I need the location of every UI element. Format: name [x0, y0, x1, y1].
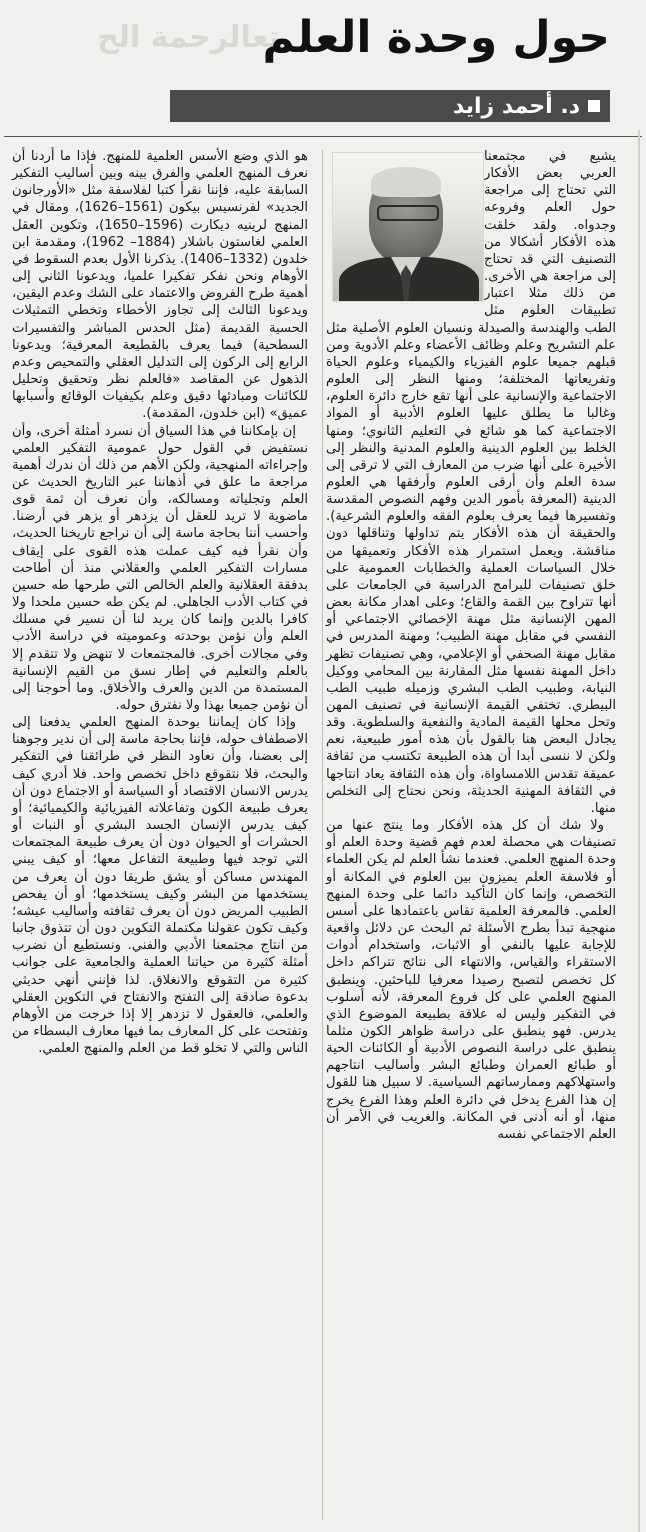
paragraph: ولا شك أن كل هذه الأفكار وما ينتج عنها من تصنيفات هي محصلة لعدم فهم قضية وحدة العلم أو وحدة المنهج العلمي. فعندما نشأ العلم لم يكن العلماء أو فلاسفة العلم يميزون بين العلوم في المكانة أو التخصص، وإنما كان التأكيد دائما على وحدة المنهج العلمي. فالمعرفة العلمية تقاس باعتمادها على أسس منهجية تبدأ بطرح الأسئلة ثم البحث عن دلائل واقعية للإجابة عليها بالنفي أو الاثبات، واستخدام أدوات الاستقراء والقياس، والانتهاء الى نتائج تتراكم داخل كل تخصص لتصبح رصيدا معرفيا للباحثين. وينطبق المنهج العلمي على كل فروع المعرفة، لأنه أسلوب في التفكير وليس له علاقة بطبيعة الموضوع الذي يدرس. فهو ينطبق على دراسة ظواهر الكون مثلما ينطبق على دراسة النصوص الأدبية أو الكائنات الحية أو طبائع العمران وطبائع البشر وأساليب انتاجهم واستهلاكهم وممارساتهم السياسية. لا سبيل هنا للقول إن هذا الفرع يدخل في دائرة العلم وهذا الفرع يخرج منها، أو أنه أدنى في المكانة. والغريب في الأمر أن العلم الاجتماعي نفسه: [326, 818, 616, 1142]
author-photo: [332, 152, 484, 302]
square-bullet-icon: [588, 100, 600, 112]
column-divider: [322, 150, 323, 1520]
photo-hair: [371, 167, 441, 197]
page-edge: [638, 130, 640, 1532]
article-headline: حول وحدة العلم: [262, 12, 610, 63]
paragraph: وإذا كان إيماننا بوحدة المنهج العلمي يدفعنا إلى الاصطفاف حوله، فإننا بحاجة ماسة إلى أن ندير وجوهنا إلى بعضنا، وأن نعاود النظر في طرائقنا في التفكير والبحث، فلا نتقوقع داخل تخصص واحد. فلا أدري كيف يدرس الانسان الاقتصاد أو السياسة أو الاجتماع دون أن يعرف طبيعة الكون وتفاعلاته الفيزيائية والكيميائية؛ أو كيف يدرس الإنسان الجسد البشري أو النبات أو الحشرات أو الحيوان دون أن يعرف طبيعة المجتمعات التي توجد فيها وطبيعة التفاعل معها؛ أو كيف يبني المهندس مساكن أو يشق طريقا دون أن يعرف من يستخدمها من البشر وكيف يستخدمها؛ أو أن يفحص الطبيب المريض دون أن يعرف ثقافته وأساليب عيشه؛ وكيف تكون عقولنا مكتملة التكوين دون أن تتذوق جانبا من انتاج مجتمعنا الأدبي والفني. ونستطيع أن نضرب أمثلة كثيرة من حياتنا العملية والجامعية على جوانب كثيرة من التقوقع والانغلاق. لذا فإنني أنهي حديثي بدعوة صادقة إلى التفتح والانفتاح في التكوين العقلي والعلمي، فالعقول لا تزدهر إلا إذا خرجت من الأوهام وتفتحت على كل المعارف بما فيها معارف البسطاء من الناس والتي لا تخلو قط من العلم والمنهج العلمي.: [12, 715, 308, 1057]
faded-background-headline: تعالرحمة الح: [97, 20, 280, 54]
article-column-right: [326, 148, 616, 1143]
paragraph: هو الذي وضع الأسس العلمية للمنهج. فإذا ما أردنا أن نعرف المنهج العلمي والفرق بينه وبين أساليب التفكير السابقة عليه، فإننا نقرأ كتبا لفلاسفة مثل «الأورجانون الجديد» لفرنسيس بيكون (1561–1626)، ومقال في المنهج لرينيه ديكارت (1596–1650)، وتكوين العقل العلمي لغاستون باشلار (1884– 1962)، ومقدمة ابن خلدون (1332–1406). يذكرنا الأول بعدم السقوط في الأوهام ونحن نفكر تفكيرا علميا، ويدعونا الثاني إلى أهمية طرح الفروض والاعتماد على الشك وعدم اليقين، ويدعونا الثالث إلى تجاوز الأخطاء وتخطي التمثيلات الحسية القديمة (مثل الحدس المباشر والتفسيرات السطحية) فيما يعرف بالقطيعة المعرفية؛ ويدعونا الرابع إلى الركون إلى التدليل العقلي والتمحيص وعدم الذهول عن المقاصد «فالعلم نظر وتحقيق وتحليل للكائنات ومبادئها دقيق وعلم بكيفيات الوقائع وأسبابها عميق» (ابن خلدون، المقدمة).: [12, 149, 308, 422]
byline-bar: [170, 90, 610, 122]
article-column-left: [12, 148, 308, 1057]
header-rule: [4, 136, 642, 137]
author-byline: د. أحمد زايد: [453, 93, 580, 119]
paragraph: إن بإمكاننا في هذا السياق أن نسرد أمثلة أخرى، وأن نستفيض في القول حول عمومية التفكير العلمي وإجراءاته المنهجية، ولكن الأهم من ذلك أن ندرك أهمية مراجعة ما علق في أذهاننا عبر التاريخ الحديث عن العلم وتجلياته ومسالكه، وأن نعرف أن ثمة قوى ماضوية لا تريد للعقل أن يزدهر أو يزهر في أرضنا. وأحسب أننا بحاجة ماسة إلى أن نراجع تاريخنا الحديث، وأن نقرأ فيه كيف عملت هذه القوى على إيقاف مسارات التفكير العلمي والعقلاني منذ أن أطاحت بدفقة العقلانية والعلم الخالص التي طرحها طه حسين في كتاب الأدب الجاهلي. لم يكن طه حسين ملحدا ولا كافرا بالدين وإنما كان يريد لنا أن نسير في مسلك العلم وأن نؤمن بوحدته وعموميته في دراسة الأدب وفي مجالات أخرى. فالمجتمعات لا تنهض ولا تتقدم إلا بالعلم والتعليم في إطار نسق من القيم الإنسانية المستمدة من الدين والعرف والأخلاق. وما أحوجنا إلى أن نؤمن جميعا بهذا ولا نفترق حوله.: [12, 423, 308, 713]
photo-glasses: [377, 205, 439, 221]
paragraph: يشيع في مجتمعنا العربي بعض الأفكار التي تحتاج إلى مراجعة حول العلم وفروعه وجدواه. ولقد خلقت هذه الأفكار أشكالا من التصنيف التي قد تحتاج إلى مراجعة هي الأخرى. من ذلك مثلا اعتبار تطبيقات العلوم مثل الطب والهندسة والصيدلة ونسيان العلوم الأصلية مثل علم التشريح وعلم وظائف الأعضاء وعلم الأدوية ومن قبلهم جميعا علوم الفيزياء والكيمياء وعلوم الحياة وتفريعاتها المختلفة؛ ومنها النظر إلى العلوم الاجتماعية والإنسانية على أنها تقع خارج دائرة العلوم، وغالبا ما يطلق عليها العلوم الأدبية أو المواد الاجتماعية كما هو شائع في التعليم الثانوي؛ ومنها الخلط بين العلوم الدينية والعلوم المدنية والنظر إلى الأخيرة على أنها ضرب من المعارف التي لا ترقى إلى سدة العلم وأن أرقى العلوم وأرفقها هي العلوم الدينية (المعرفة بأمور الدين وفهم النصوص المقدسة وتفسيرها فيما يعرف بعلوم الفقه والعلوم الشرعية). والحقيقة أن هذه الأفكار يتم تداولها وتناقلها دون مناقشة. ويعمل استمرار هذه الأفكار وتعميقها من خلال السياسات العملية والخطابات العمومية على خلق تصنيفات للبرامج الدراسية في الجامعات على أنها تتراوح بين القمة والقاع؛ وعلى اهدار مكانة بعض المهن الإنسانية مثل مهنة الإخصائي الاجتماعي أو النفسي في مقابل مهنة الطبيب؛ ومهنة المدرس في مقابل مهنة الصحفي أو الإعلامي، وهي تصنيفات تظهر داخل المهنة نفسها مثل المقارنة بين المحامي ووكيل النيابة، وطبيب الطب البشري وزميله طبيب الطب البيطري. تختفي القيمة الإنسانية في تصنيف المهن وتحل محلها القيمة المادية والنفعية والسلطوية. وقد يجادل البعض هنا بالقول بأن هذه أمور طبيعية، نعم ولكن لا ننسى أبدا أن هذه الطبيعة تكتسب من ثقافة عميقة تقدس اللامساواة، وأن هذه الثقافة يعاد انتاجها في الثقافة المهنية الحديثة، ونحن نحتاج إلى التخلص منها.: [326, 149, 616, 816]
